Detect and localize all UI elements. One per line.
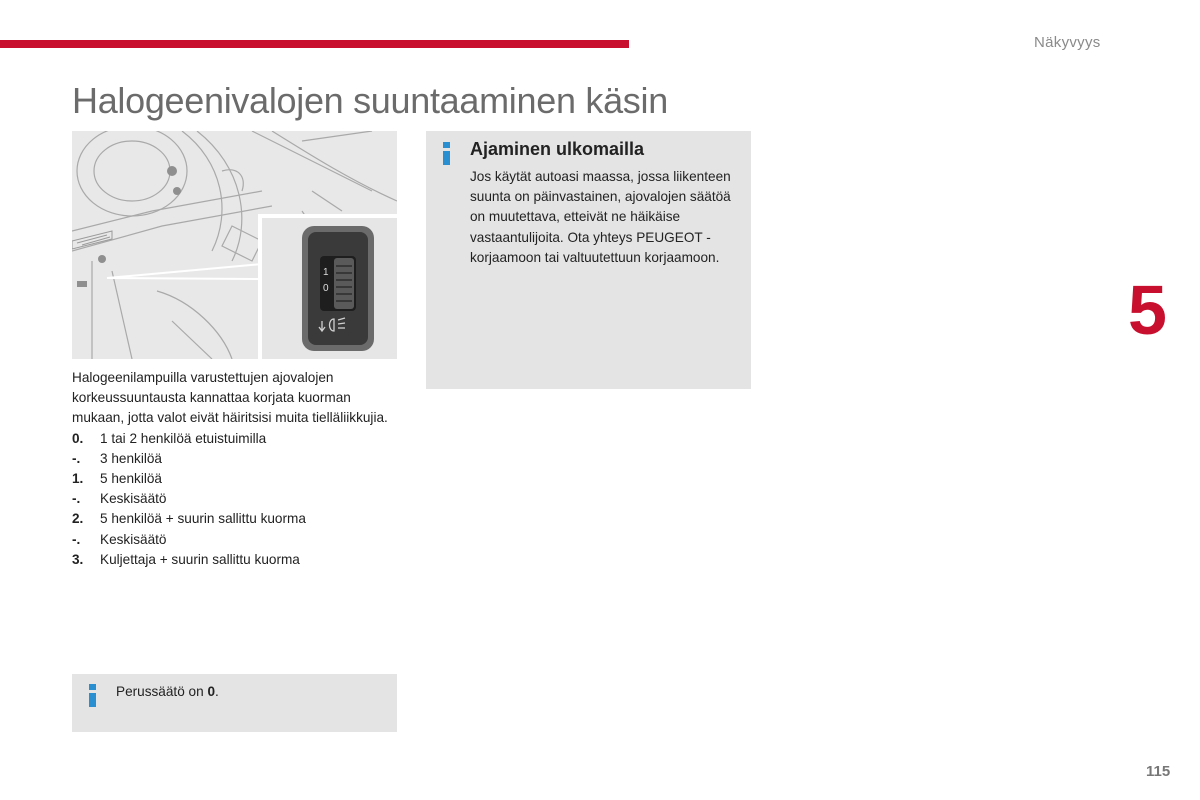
note-default-value: 0: [207, 684, 216, 699]
info-icon: [443, 142, 450, 165]
dial-label-1: 1: [323, 267, 329, 278]
list-item: 2. 5 henkilöä + suurin sallittu kuorma: [72, 511, 306, 527]
list-item: 1. 5 henkilöä: [72, 471, 162, 487]
info-box-text: Jos käytät autoasi maassa, jossa liikenteen suunta on päinvastainen, ajovalojen säätöä on muutettava, etteivät ne häikäise vastaantulijoita. Ota yhteys PEUGEOT -korjaamoon tai valtuutettuun korjaamoon.: [470, 169, 731, 265]
header-accent-bar: [0, 40, 629, 48]
load-settings-list: [72, 429, 402, 570]
list-item: -. Keskisäätö: [72, 491, 167, 507]
intro-paragraph: Halogeenilampuilla varustettujen ajovalojen korkeussuuntausta kannattaa korjata kuorman mukaan, jotta valot eivät häiritsisi muita tielläliikkujia.: [72, 370, 388, 426]
page-title: Halogeenivalojen suuntaaminen käsin: [72, 80, 668, 121]
section-name: Näkyvyys: [1034, 34, 1101, 51]
list-item: -. Keskisäätö: [72, 531, 167, 547]
note-text: Perussäätö on 0.: [116, 684, 219, 699]
note-box-default-setting: [72, 674, 397, 732]
info-box-driving-abroad: [426, 131, 751, 389]
list-item: 0. 1 tai 2 henkilöä etuistuimilla: [72, 430, 267, 446]
info-icon: [89, 684, 96, 707]
dial-label-0: 0: [323, 283, 329, 294]
intro-section: [72, 368, 402, 570]
page-number: 115: [1146, 763, 1171, 780]
headlamp-adjustment-dial-illustration: [72, 131, 397, 359]
list-item: 3. Kuljettaja + suurin sallittu kuorma: [72, 551, 300, 567]
info-box-title: Ajaminen ulkomailla: [470, 139, 645, 159]
chapter-number: 5: [1128, 271, 1167, 349]
list-item: -. 3 henkilöä: [72, 450, 162, 466]
